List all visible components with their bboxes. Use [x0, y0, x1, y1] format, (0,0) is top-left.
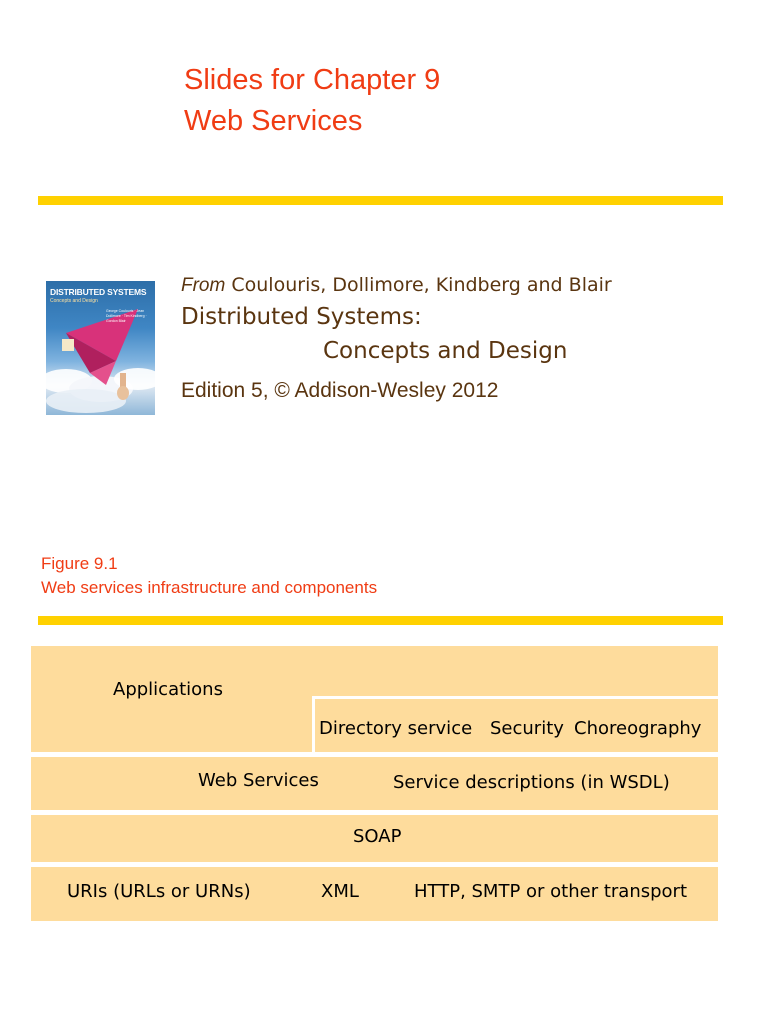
book-edition: Edition 5, © Addison-Wesley 2012 [181, 379, 499, 402]
service-descriptions-label: Service descriptions (in WSDL) [393, 772, 670, 793]
applications-layer-lower [31, 696, 312, 752]
directory-service-label: Directory service [319, 718, 473, 739]
web-services-label: Web Services [198, 770, 319, 791]
top-divider [38, 196, 723, 205]
security-label: Security [490, 718, 564, 739]
transport-label: HTTP, SMTP or other transport [414, 881, 688, 902]
cover-authors: George Coulouris · Jean Dollimore · Tim Kindberg · Gordon Blair [106, 309, 147, 323]
slide-title [184, 60, 440, 142]
cover-subtitle: Concepts and Design [50, 298, 98, 304]
book-cover-image [46, 281, 155, 415]
figure-divider [38, 616, 723, 625]
book-authors: Coulouris, Dollimore, Kindberg and Blair [231, 274, 612, 296]
book-title-line2: Concepts and Design [323, 338, 568, 364]
book-authors-line [181, 273, 612, 298]
applications-label: Applications [113, 679, 223, 700]
cover-title: DISTRIBUTED SYSTEMS [50, 287, 147, 297]
soap-label: SOAP [353, 826, 402, 847]
figure-number: Figure 9.1 [41, 554, 118, 573]
figure-caption [41, 552, 377, 600]
xml-label: XML [321, 881, 359, 902]
slide-title-line1: Slides for Chapter 9 [184, 64, 441, 96]
choreography-label: Choreography [574, 718, 702, 739]
from-label: From [181, 275, 226, 296]
figure-title: Web services infrastructure and components [41, 578, 378, 597]
uris-label: URIs (URLs or URNs) [67, 881, 251, 902]
book-title-line1: Distributed Systems: [181, 304, 422, 330]
slide-title-line2: Web Services [184, 105, 363, 137]
